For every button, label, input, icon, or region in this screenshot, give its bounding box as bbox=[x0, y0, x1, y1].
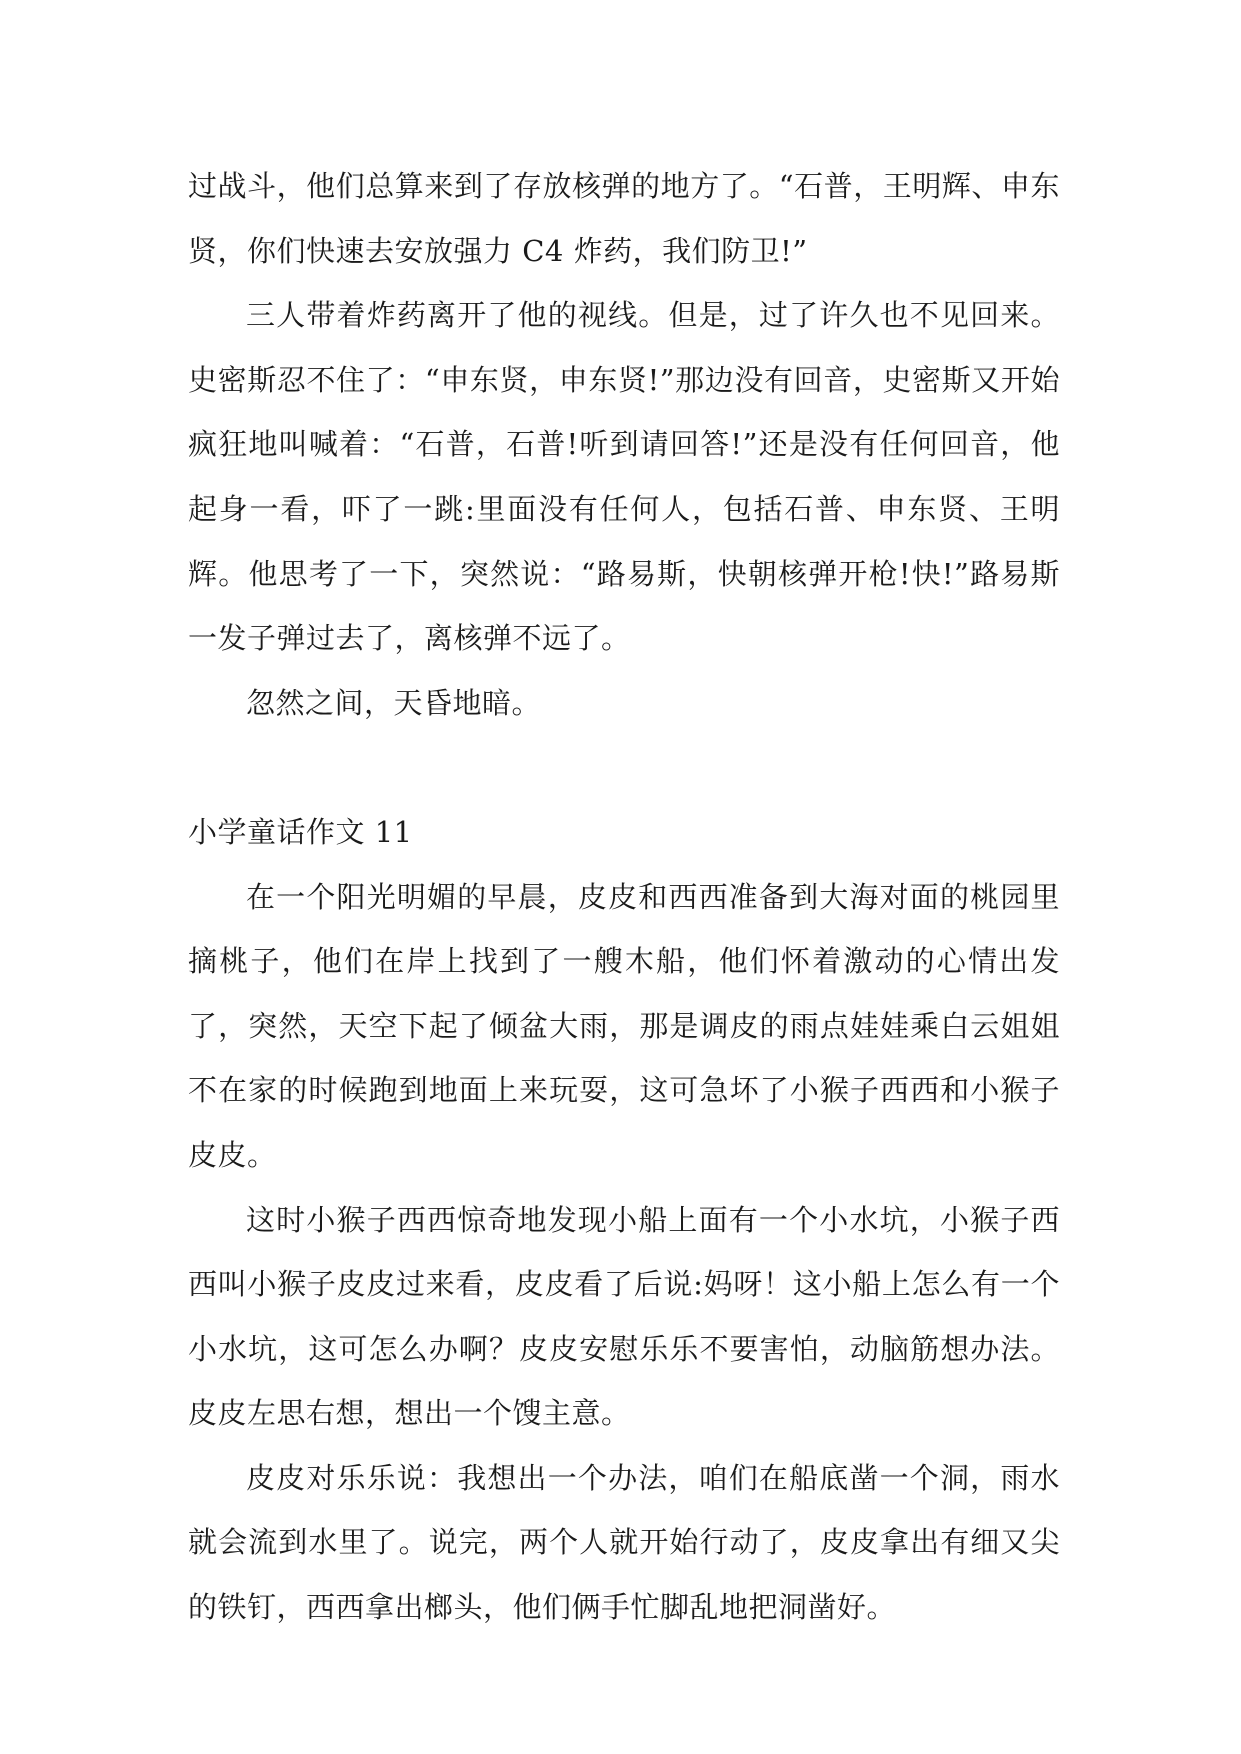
paragraph-morning-boat: 在一个阳光明媚的早晨，皮皮和西西准备到大海对面的桃园里摘桃子，他们在岸上找到了一艘木船，他们怀着激动的心情出发了，突然，天空下起了倾盆大雨，那是调皮的雨点娃娃乘白云姐姐不在家的时候跑到地面上来玩耍，这可急坏了小猴子西西和小猴子皮皮。 bbox=[188, 879, 1060, 1172]
document-body bbox=[188, 154, 1060, 1640]
section-gap bbox=[188, 735, 1060, 800]
paragraph-drill-hole: 皮皮对乐乐说：我想出一个办法，咱们在船底凿一个洞，雨水就会流到水里了。说完，两个人就开始行动了，皮皮拿出有细又尖的铁钉，西西拿出榔头，他们俩手忙脚乱地把洞凿好。 bbox=[188, 1460, 1060, 1625]
paragraph-continued: 过战斗，他们总算来到了存放核弹的地方了。“石普，王明辉、申东贤，你们快速去安放强力 C4 炸药，我们防卫!” bbox=[188, 169, 1060, 268]
section-title: 小学童话作文 11 bbox=[188, 814, 413, 849]
paragraph-water-puddle: 这时小猴子西西惊奇地发现小船上面有一个小水坑，小猴子西西叫小猴子皮皮过来看，皮皮看了后说:妈呀！这小船上怎么有一个小水坑，这可怎么办啊？皮皮安慰乐乐不要害怕，动脑筋想办法。皮皮左思右想，想出一个馊主意。 bbox=[188, 1202, 1060, 1431]
paragraph-darkness: 忽然之间，天昏地暗。 bbox=[246, 685, 542, 720]
paragraph-missing-team: 三人带着炸药离开了他的视线。但是，过了许久也不见回来。史密斯忍不住了：“申东贤，申东贤!”那边没有回音，史密斯又开始疯狂地叫喊着：“石普，石普!听到请回答!”还是没有任何回音，他起身一看，吓了一跳:里面没有任何人，包括石普、申东贤、王明辉。他思考了一下，突然说：“路易斯，快朝核弹开枪!快!”路易斯一发子弹过去了，离核弹不远了。 bbox=[188, 298, 1060, 656]
